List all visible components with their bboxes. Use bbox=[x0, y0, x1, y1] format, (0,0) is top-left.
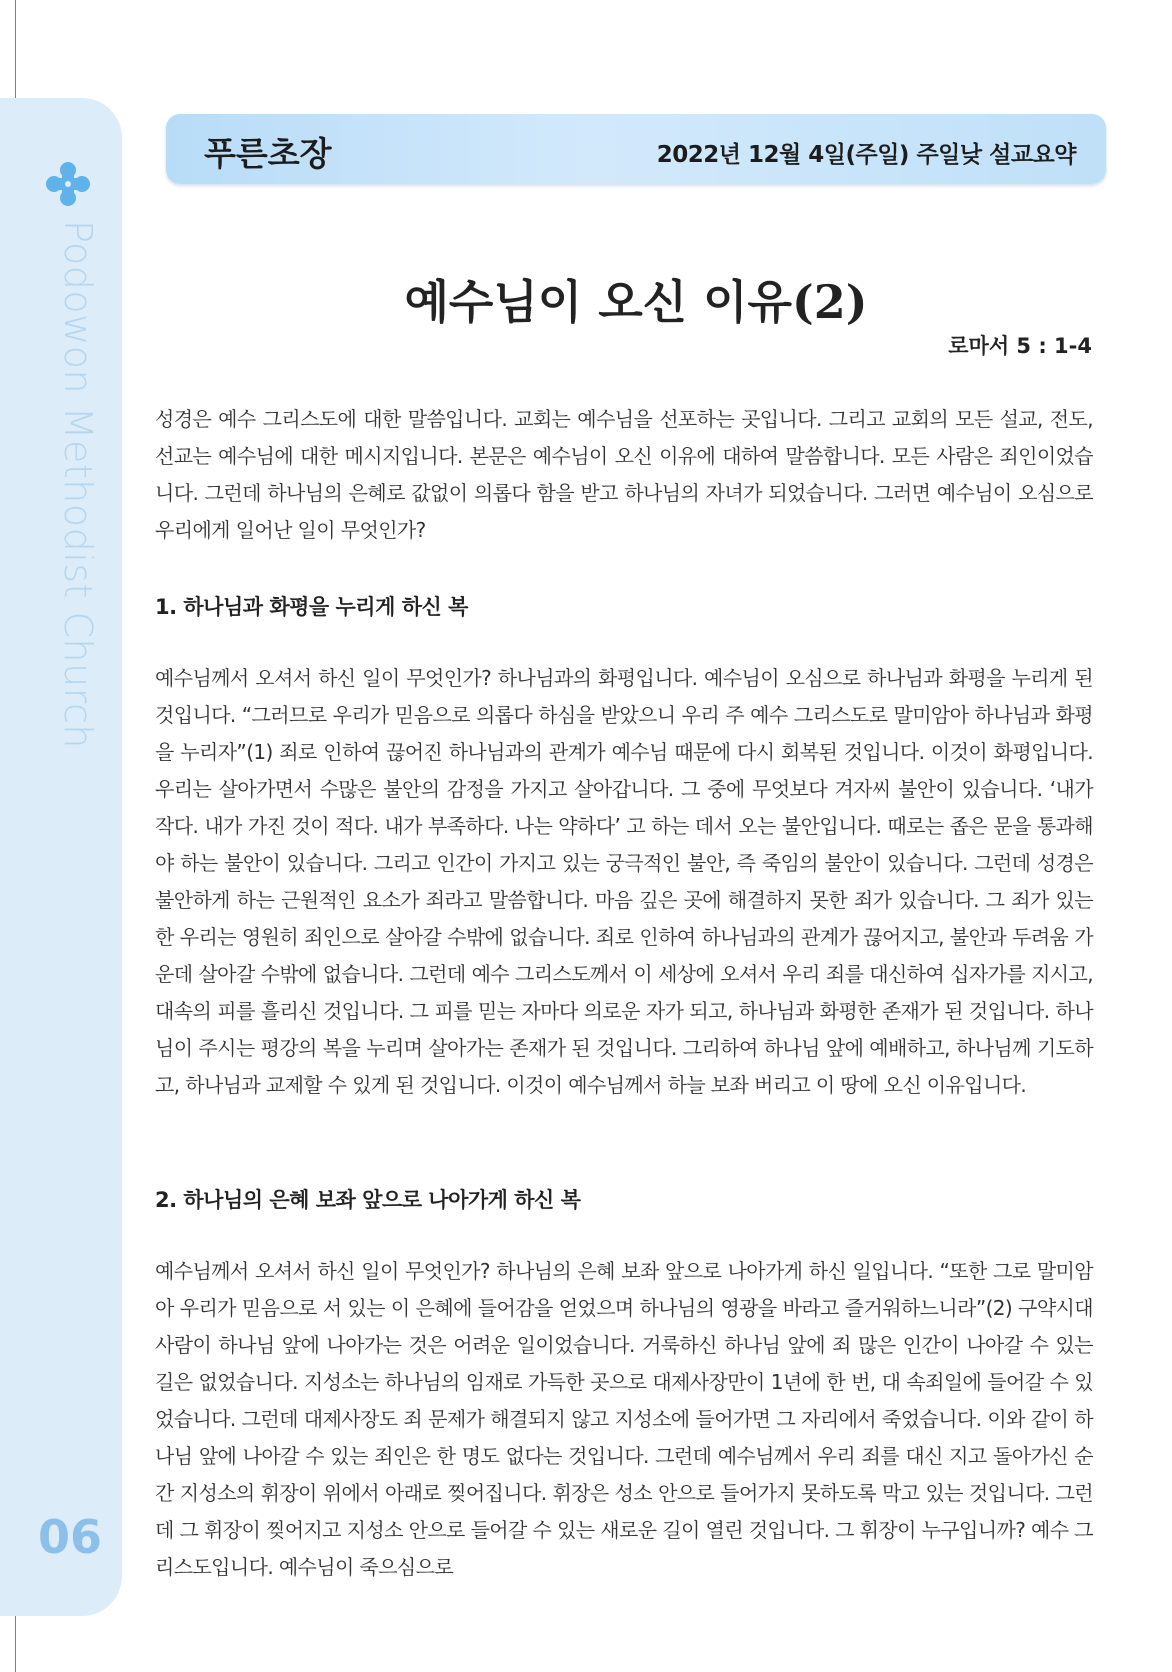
section-2-heading: 2. 하나님의 은혜 보좌 앞으로 나아가게 하신 복 bbox=[155, 1188, 581, 1212]
scripture-reference: 로마서 5 : 1-4 bbox=[948, 334, 1092, 358]
sermon-date: 2022년 12월 4일(주일) 주일낮 설교요약 bbox=[656, 142, 1076, 168]
intro-paragraph: 성경은 예수 그리스도에 대한 말씀입니다. 교회는 예수님을 선포하는 곳입니다. 그리고 교회의 모든 설교, 전도, 선교는 예수님에 대한 메시지입니다. 본문은 예수님이 오신 이유에 대하여 말씀합니다. 모든 사람은 죄인이었습니다. 그런데 하나님의 은혜로 값없이 의롭다 함을 받고 하나님의 자녀가 되었습니다. 그러면 예수님이 오심으로 우리에게 일어난 일이 무엇인가? bbox=[155, 407, 1093, 542]
sermon-title: 예수님이 오신 이유(2) bbox=[404, 275, 868, 329]
cross-flower-icon bbox=[44, 160, 92, 208]
church-name-vertical: Podowon Methodist Church bbox=[56, 220, 100, 749]
header-bar bbox=[166, 114, 1106, 184]
section-1-paragraph: 예수님께서 오셔서 하신 일이 무엇인가? 하나님과의 화평입니다. 예수님이 오심으로 하나님과 화평을 누리게 된 것입니다. “그러므로 우리가 믿음으로 의롭다 하심을 받았으니 우리 주 예수 그리스도로 말미암아 하나님과 화평을 누리자”(1) 죄로 인하여 끊어진 하나님과의 관계가 예수님 때문에 다시 회복된 것입니다. 이것이 화평입니다. 우리는 살아가면서 수많은 불안의 감정을 가지고 살아갑니다. 그 중에 무엇보다 겨자씨 불안이 있습니다. ‘내가 작다. 내가 가진 것이 적다. 내가 부족하다. 나는 약하다’ 고 하는 데서 오는 불안입니다. 때로는 좁은 문을 통과해야 하는 불안이 있습니다. 그리고 인간이 가지고 있는 궁극적인 불안, 즉 죽임의 불안이 있습니다. 그런데 성경은 불안하게 하는 근원적인 요소가 죄라고 말씀합니다. 마음 깊은 곳에 해결하지 못한 죄가 있습니다. 그 죄가 있는 한 우리는 영원히 죄인으로 살아갈 수밖에 없습니다. 죄로 인하여 하나님과의 관계가 끊어지고, 불안과 두려움 가운데 살아갈 수밖에 없습니다. 그런데 예수 그리스도께서 이 세상에 오셔서 우리 죄를 대신하여 십자가를 지시고, 대속의 피를 흘리신 것입니다. 그 피를 믿는 자마다 의로운 자가 되고, 하나님과 화평한 존재가 된 것입니다. 하나님이 주시는 평강의 복을 누리며 살아가는 존재가 된 것입니다. 그리하여 하나님 앞에 예배하고, 하나님께 기도하고, 하나님과 교제할 수 있게 된 것입니다. 이것이 예수님께서 하늘 보좌 버리고 이 땅에 오신 이유입니다. bbox=[155, 666, 1093, 1097]
section-1-heading: 1. 하나님과 화평을 누리게 하신 복 bbox=[155, 595, 468, 619]
page-number: 06 bbox=[38, 1510, 103, 1564]
section-2-paragraph: 예수님께서 오셔서 하신 일이 무엇인가? 하나님의 은혜 보좌 앞으로 나아가게 하신 일입니다. “또한 그로 말미암아 우리가 믿음으로 서 있는 이 은혜에 들어감을 얻었으며 하나님의 영광을 바라고 즐거워하느니라”(2) 구약시대 사람이 하나님 앞에 나아가는 것은 어려운 일이었습니다. 거룩하신 하나님 앞에 죄 많은 인간이 나아갈 수 있는 길은 없었습니다. 지성소는 하나님의 임재로 가득한 곳으로 대제사장만이 1년에 한 번, 대 속죄일에 들어갈 수 있었습니다. 그런데 대제사장도 죄 문제가 해결되지 않고 지성소에 들어가면 그 자리에서 죽었습니다. 이와 같이 하나님 앞에 나아갈 수 있는 죄인은 한 명도 없다는 것입니다. 그런데 예수님께서 우리 죄를 대신 지고 돌아가신 순간 지성소의 휘장이 위에서 아래로 찢어집니다. 휘장은 성소 안으로 들어가지 못하도록 막고 있는 것입니다. 그런데 그 휘장이 찢어지고 지성소 안으로 들어갈 수 있는 새로운 길이 열린 것입니다. 그 휘장이 누구입니까? 예수 그리스도입니다. 예수님이 죽으심으로 bbox=[155, 1259, 1093, 1579]
bulletin-section-title: 푸른초장 bbox=[204, 134, 332, 173]
